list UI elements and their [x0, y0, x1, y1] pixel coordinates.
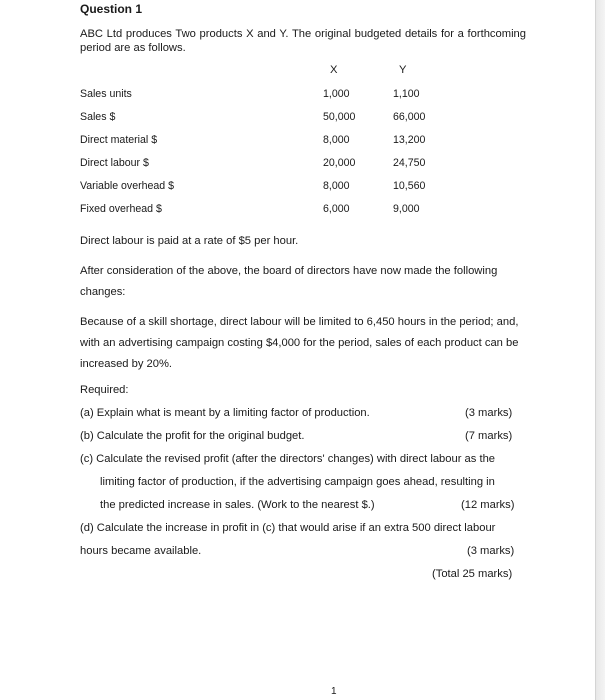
value-x: 6,000: [323, 203, 350, 215]
required-heading: Required:: [80, 384, 129, 396]
value-y: 1,100: [393, 88, 420, 100]
question-c-line3: the predicted increase in sales. (Work to the nearest $.): [100, 499, 375, 511]
changes-detail: Because of a skill shortage, direct labour will be limited to 6,450 hours in the period; and, with an advertising campaign costing $4,000 for the period, sales of each product can be increased by 20%.: [80, 316, 519, 370]
table-row: [0, 88, 596, 104]
row-label: Variable overhead $: [80, 180, 175, 192]
question-d-line2: hours became available.: [80, 545, 202, 557]
table-row: [0, 134, 596, 150]
value-x: 50,000: [323, 111, 356, 123]
page-edge: [595, 0, 605, 700]
column-header-y: Y: [399, 64, 407, 76]
question-intro: ABC Ltd produces Two products X and Y. The original budgeted details for a forthcoming period are as follows.: [80, 28, 526, 54]
value-x: 8,000: [323, 134, 350, 146]
value-x: 8,000: [323, 180, 350, 192]
value-x: 1,000: [323, 88, 350, 100]
question-c-line2: limiting factor of production, if the advertising campaign goes ahead, resulting in: [100, 476, 495, 488]
value-y: 9,000: [393, 203, 420, 215]
changes-intro: After consideration of the above, the board of directors have now made the following changes:: [80, 265, 498, 298]
labour-rate-note: Direct labour is paid at a rate of $5 per hour.: [80, 235, 299, 247]
value-y: 10,560: [393, 180, 426, 192]
table-row: [0, 203, 596, 219]
marks-b: (7 marks): [465, 430, 513, 442]
row-label: Sales $: [80, 111, 116, 123]
table-row: [0, 180, 596, 196]
row-label: Sales units: [80, 88, 132, 100]
question-b: (b) Calculate the profit for the original budget.: [80, 430, 305, 442]
question-a: (a) Explain what is meant by a limiting factor of production.: [80, 407, 370, 419]
row-label: Direct material $: [80, 134, 158, 146]
question-c-line1: (c) Calculate the revised profit (after the directors' changes) with direct labour as the: [80, 453, 496, 465]
question-title: Question 1: [80, 2, 143, 16]
marks-d: (3 marks): [467, 545, 515, 557]
table-row: [0, 111, 596, 127]
value-y: 13,200: [393, 134, 426, 146]
value-y: 24,750: [393, 157, 426, 169]
marks-c: (12 marks): [461, 499, 515, 511]
column-header-x: X: [330, 64, 338, 76]
value-y: 66,000: [393, 111, 426, 123]
total-marks: (Total 25 marks): [432, 568, 513, 580]
table-row: [0, 157, 596, 173]
page-number: 1: [331, 686, 337, 697]
question-d-line1: (d) Calculate the increase in profit in (c) that would arise if an extra 500 direct labour: [80, 522, 496, 534]
marks-a: (3 marks): [465, 407, 513, 419]
row-label: Fixed overhead $: [80, 203, 162, 215]
value-x: 20,000: [323, 157, 356, 169]
row-label: Direct labour $: [80, 157, 149, 169]
